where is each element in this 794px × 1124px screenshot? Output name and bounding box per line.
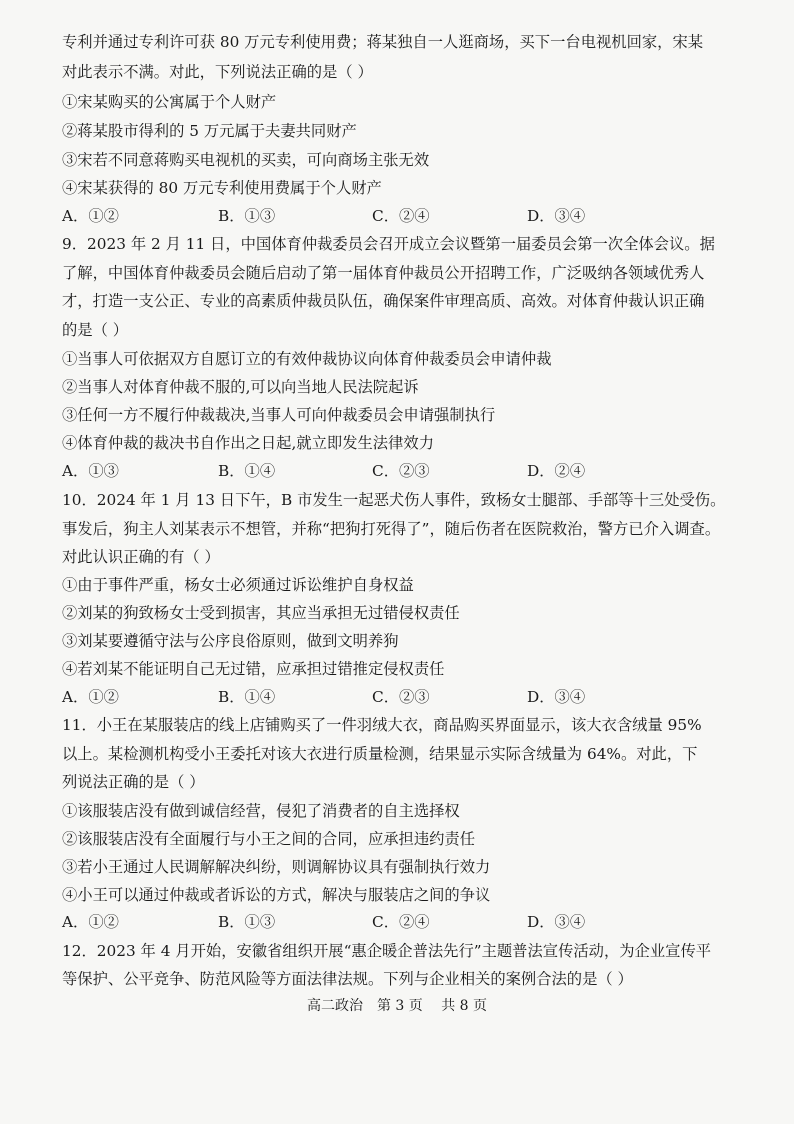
q8-item-3: ③宋若不同意蒋购买电视机的买卖，可向商场主张无效 — [62, 151, 430, 169]
q10-item-3: ③刘某要遵循守法与公序良俗原则，做到文明养狗 — [62, 632, 399, 650]
q8-option-d: D．③④ — [527, 207, 586, 225]
q9-option-c: C．②③ — [372, 462, 430, 480]
q10-item-1: ①由于事件严重，杨女士必须通过诉讼维护自身权益 — [62, 576, 414, 594]
q8-item-4: ④宋某获得的 80 万元专利使用费属于个人财产 — [62, 179, 382, 197]
q11-option-a: A．①② — [62, 913, 119, 931]
q9-item-3: ③任何一方不履行仲裁裁决,当事人可向仲裁委员会申请强制执行 — [62, 406, 496, 424]
q11-option-b: B．①③ — [218, 913, 276, 931]
q8-option-a: A．①② — [62, 207, 119, 225]
q10-option-a: A．①② — [62, 688, 119, 706]
q11-item-4: ④小王可以通过仲裁或者诉讼的方式，解决与服装店之间的争议 — [62, 886, 491, 904]
q11-item-2: ②该服装店没有全面履行与小王之间的合同，应承担违约责任 — [62, 830, 476, 848]
q10-stem-line: 对此认识正确的有（ ） — [62, 548, 220, 566]
q10-item-4: ④若刘某不能证明自己无过错，应承担过错推定侵权责任 — [62, 660, 445, 678]
q10-item-2: ②刘某的狗致杨女士受到损害，其应当承担无过错侵权责任 — [62, 604, 460, 622]
q11-item-3: ③若小王通过人民调解解决纠纷，则调解协议具有强制执行效力 — [62, 858, 491, 876]
q8-item-2: ②蒋某股市得利的 5 万元属于夫妻共同财产 — [62, 122, 357, 140]
q10-stem-line: 10．2024 年 1 月 13 日下午，B 市发生一起恶犬伤人事件，致杨女士腿部、手部等十三处受伤。 — [62, 491, 726, 509]
q9-option-d: D．②④ — [527, 462, 586, 480]
q9-item-2: ②当事人对体育仲裁不服的,可以向当地人民法院起诉 — [62, 378, 419, 396]
q11-option-d: D．③④ — [527, 913, 586, 931]
q9-stem-line: 的是（ ） — [62, 321, 129, 339]
q10-stem-line: 事发后，狗主人刘某表示不想管，并称“把狗打死得了”，随后伤者在医院救治，警方已介入调查。 — [62, 520, 721, 538]
q9-item-4: ④体育仲裁的裁决书自作出之日起,就立即发生法律效力 — [62, 434, 434, 452]
q11-stem-line: 以上。某检测机构受小王委托对该大衣进行质量检测，结果显示实际含绒量为 64%。对此，下 — [62, 745, 698, 763]
q9-option-b: B．①④ — [218, 462, 276, 480]
q11-option-c: C．②④ — [372, 913, 430, 931]
page-footer: 高二政治 第 3 页 共 8 页 — [306, 998, 488, 1014]
q10-option-b: B．①④ — [218, 688, 276, 706]
q8-option-c: C．②④ — [372, 207, 430, 225]
q9-item-1: ①当事人可依据双方自愿订立的有效仲裁协议向体育仲裁委员会申请仲裁 — [62, 350, 552, 368]
q8-item-1: ①宋某购买的公寓属于个人财产 — [62, 93, 277, 111]
q9-stem-line: 才，打造一支公正、专业的高素质仲裁员队伍，确保案件审理高质、高效。对体育仲裁认识正确 — [62, 292, 705, 310]
q8-stem-line: 对此表示不满。对此，下列说法正确的是（ ） — [62, 63, 373, 81]
q9-option-a: A．①③ — [62, 462, 119, 480]
q12-stem-line: 等保护、公平竞争、防范风险等方面法律法规。下列与企业相关的案例合法的是（ ） — [62, 970, 633, 988]
q8-option-b: B．①③ — [218, 207, 276, 225]
q11-stem-line: 列说法正确的是（ ） — [62, 773, 205, 791]
q9-stem-line: 9．2023 年 2 月 11 日，中国体育仲裁委员会召开成立会议暨第一届委员会第一次全体会议。据 — [62, 235, 715, 253]
q8-stem-line: 专利并通过专利许可获 80 万元专利使用费；蒋某独自一人逛商场，买下一台电视机回家，宋某 — [62, 33, 704, 51]
q12-stem-line: 12．2023 年 4 月开始，安徽省组织开展“惠企暖企普法先行”主题普法宣传活动，为企业宣传平 — [62, 942, 712, 960]
q11-item-1: ①该服装店没有做到诚信经营，侵犯了消费者的自主选择权 — [62, 802, 460, 820]
q9-stem-line: 了解，中国体育仲裁委员会随后启动了第一届体育仲裁员公开招聘工作，广泛吸纳各领域优秀人 — [62, 264, 705, 282]
q11-stem-line: 11．小王在某服装店的线上店铺购买了一件羽绒大衣，商品购买界面显示，该大衣含绒量 95% — [62, 716, 702, 734]
q10-option-c: C．②③ — [372, 688, 430, 706]
q10-option-d: D．③④ — [527, 688, 586, 706]
